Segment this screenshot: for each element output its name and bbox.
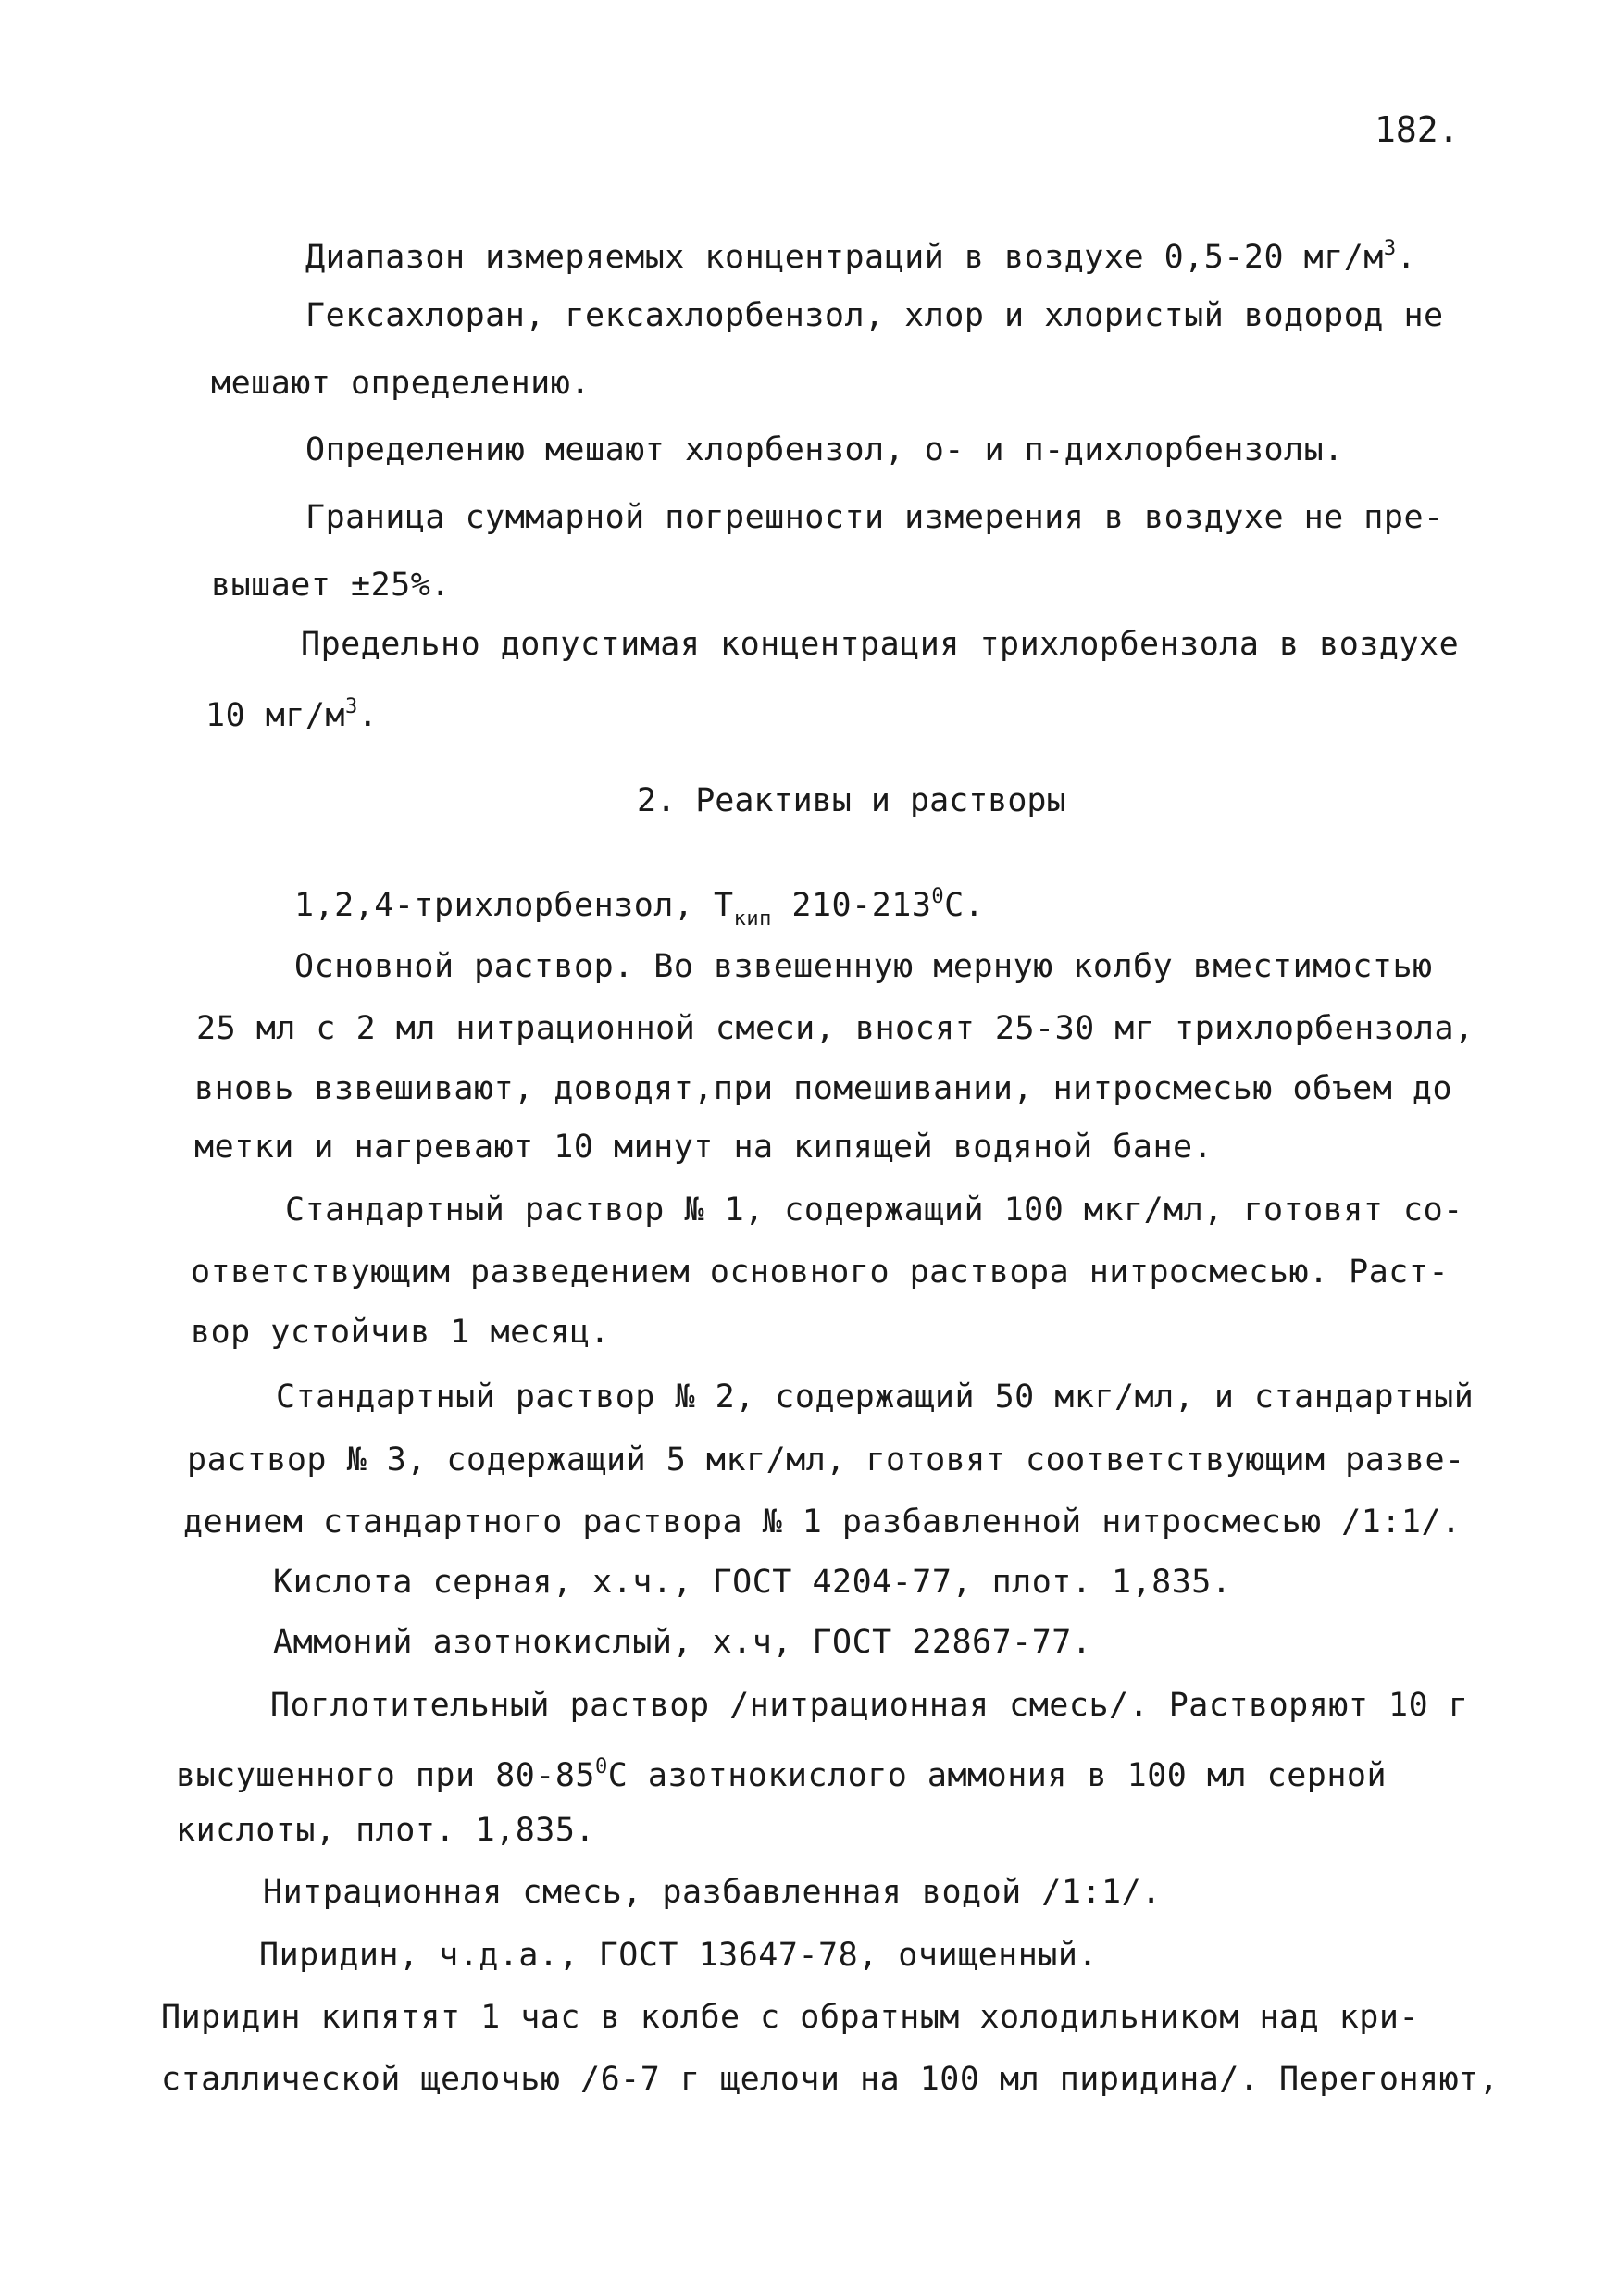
text-line: вор устойчив 1 месяц. — [191, 1314, 611, 1351]
text-line: Граница суммарной погрешности измерения в воздухе не пре- — [305, 499, 1444, 536]
text-line: Нитрационная смесь, разбавленная водой /1:1/. — [263, 1874, 1162, 1911]
text-line: метки и нагревают 10 минут на кипящей водяной бане. — [194, 1129, 1214, 1166]
text-line: Пиридин кипятят 1 час в колбе с обратным холодильником над кри- — [161, 1999, 1420, 2036]
text-line: Стандартный раствор № 1, содержащий 100 мкг/мл, готовят со- — [285, 1192, 1463, 1229]
text-line: 1,2,4-трихлорбензол, $T_{кип}$ $210-213^0C$. — [294, 885, 985, 930]
text-line: Поглотительный раствор /нитрационная смесь/. Растворяют 10 г — [270, 1687, 1469, 1724]
text-line: сталлической щелочью /6-7 г щелочи на 100 мл пиридина/. Перегоняют, — [161, 2061, 1500, 2098]
text-line: Гексахлоран, гексахлорбензол, хлор и хлористый водород не — [305, 297, 1444, 334]
text-line: вновь взвешивают, доводят,при помешивании, нитросмесью объем до — [194, 1070, 1453, 1107]
text-line: мешают определению. — [211, 365, 591, 402]
text-line: высушенного при $80-85^0C$ азотнокислого аммония в 100 мл серной — [176, 1755, 1388, 1794]
text-line: 10 $мг/м^3$. — [205, 695, 379, 734]
text-line: Пиридин, ч.д.а., ГОСТ 13647-78, очищенный. — [259, 1937, 1099, 1974]
text-line: 25 мл с 2 мл нитрационной смеси, вносят 25-30 мг трихлорбензола, — [196, 1010, 1475, 1047]
text-line: Аммоний азотнокислый, х.ч, ГОСТ 22867-77. — [273, 1624, 1092, 1661]
text-line: Определению мешают хлорбензол, о- и п-дихлорбензолы. — [305, 431, 1344, 468]
text-line: Стандартный раствор № 2, содержащий 50 мкг/мл, и стандартный — [276, 1379, 1475, 1416]
text-line: кислоты, плот. 1,835. — [176, 1812, 596, 1849]
section-heading: 2. Реактивы и растворы — [637, 782, 1066, 819]
text-line: Диапазон измеряемых концентраций в воздухе 0,5-20 $мг/м^3$. — [305, 237, 1417, 276]
page-number: 182. — [1375, 109, 1460, 150]
text-line: Кислота серная, х.ч., ГОСТ 4204-77, плот. 1,835. — [273, 1564, 1232, 1601]
text-line: Основной раствор. Во взвешенную мерную колбу вместимостью — [294, 948, 1433, 985]
text-line: дением стандартного раствора № 1 разбавленной нитросмесью /1:1/. — [183, 1504, 1462, 1541]
text-line: вышает ±25%. — [211, 567, 451, 604]
text-line: ответствующим разведением основного раствора нитросмесью. Раст- — [191, 1254, 1450, 1291]
text-line: Предельно допустимая концентрация трихлорбензола в воздухе — [301, 626, 1460, 663]
text-line: раствор № 3, содержащий 5 мкг/мл, готовят соответствующим разве- — [187, 1441, 1465, 1479]
